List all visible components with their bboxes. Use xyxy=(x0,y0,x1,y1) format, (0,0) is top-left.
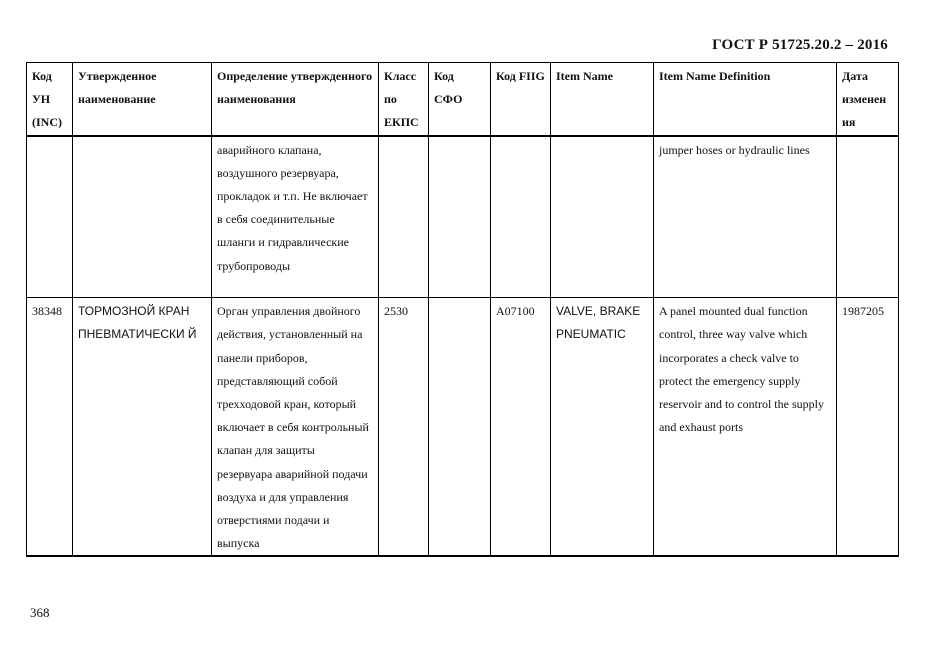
cell-fiig xyxy=(491,136,551,298)
col-header-inc: Код УН (INC) xyxy=(27,63,73,136)
cell-approved-name: ТОРМОЗНОЙ КРАН ПНЕВМАТИЧЕСКИ Й xyxy=(73,298,212,557)
col-header-sfo: Код СФО xyxy=(429,63,491,136)
table-row xyxy=(27,298,899,557)
cell-class xyxy=(379,136,429,298)
cell-item-name xyxy=(551,136,654,298)
cell-sfo xyxy=(429,136,491,298)
cell-fiig: A07100 xyxy=(491,298,551,557)
cell-item-name-definition: jumper hoses or hydraulic lines xyxy=(654,136,837,298)
col-header-item-name-definition: Item Name Definition xyxy=(654,63,837,136)
col-header-fiig: Код FIIG xyxy=(491,63,551,136)
cell-definition: аварийного клапана, воздушного резервуара, прокладок и т.п. Не включает в себя соединительные шланги и гидравлические трубопроводы xyxy=(212,136,379,298)
cell-sfo xyxy=(429,298,491,557)
page-number: 368 xyxy=(30,605,50,620)
col-header-class: Класс по ЕКПС xyxy=(379,63,429,136)
col-header-date: Дата изменен ия xyxy=(837,63,899,136)
col-header-definition: Определение утвержденного наименования xyxy=(212,63,379,136)
table-row xyxy=(27,136,899,298)
cell-item-name: VALVE, BRAKE PNEUMATIC xyxy=(551,298,654,557)
cell-date: 1987205 xyxy=(837,298,899,557)
cell-inc: 38348 xyxy=(27,298,73,557)
cell-definition: Орган управления двойного действия, установленный на панели приборов, представляющий собой трехходовой кран, который включает в себя контрольный клапан для защиты резервуара аварийной подачи воздуха и для управления отверстиями подачи и выпуска xyxy=(212,298,379,557)
nomenclature-table xyxy=(26,62,899,557)
cell-item-name-definition: A panel mounted dual function control, three way valve which incorporates a check valve to protect the emergency supply reservoir and to control the supply and exhaust ports xyxy=(654,298,837,557)
cell-inc xyxy=(27,136,73,298)
cell-approved-name xyxy=(73,136,212,298)
cell-date xyxy=(837,136,899,298)
col-header-item-name: Item Name xyxy=(551,63,654,136)
table-header-row xyxy=(27,63,899,136)
cell-class: 2530 xyxy=(379,298,429,557)
col-header-approved-name: Утвержденное наименование xyxy=(73,63,212,136)
document-standard-header: ГОСТ Р 51725.20.2 – 2016 xyxy=(712,37,888,53)
